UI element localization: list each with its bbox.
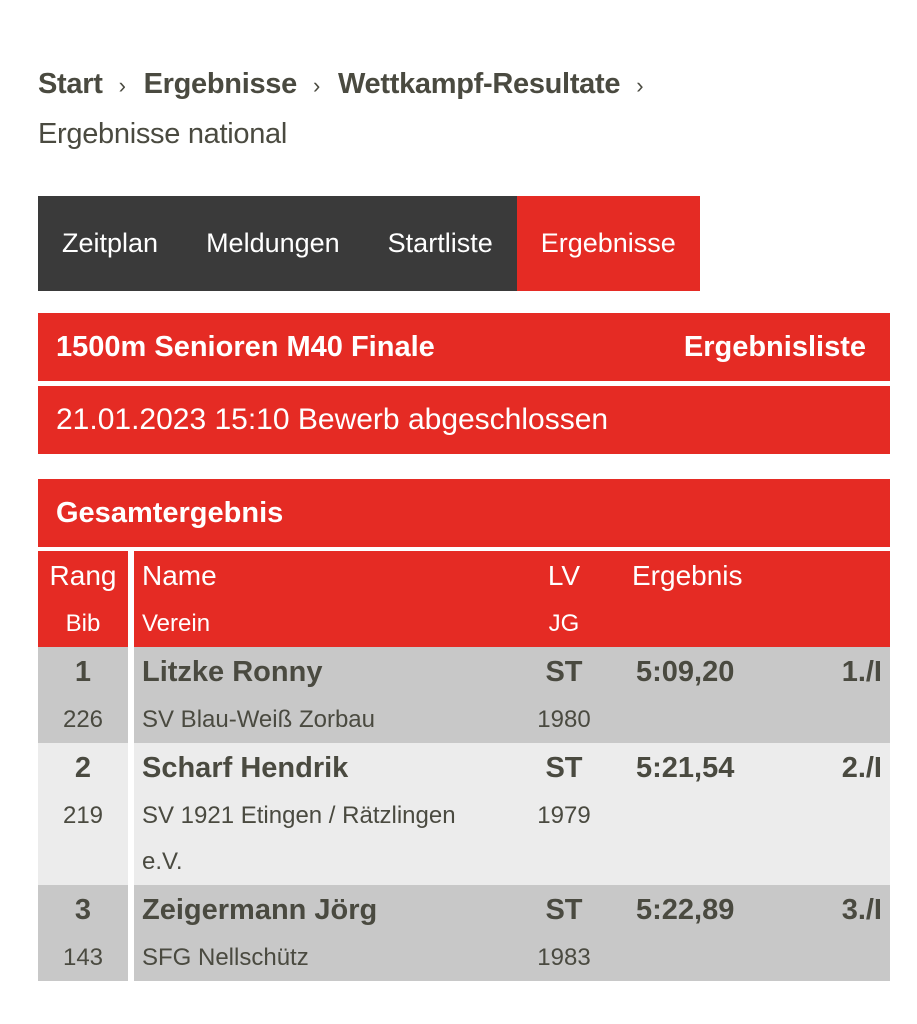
tab-zeitplan[interactable]: Zeitplan <box>38 196 182 291</box>
rank: 2 <box>74 752 92 784</box>
rank-cell <box>38 743 128 885</box>
header-name-cell <box>134 551 514 647</box>
breadcrumb-ergebnisse-link[interactable]: Ergebnisse <box>143 68 297 100</box>
lv: ST <box>545 894 583 926</box>
bib: 219 <box>62 802 104 829</box>
header-lv: LV <box>547 560 581 591</box>
lv: ST <box>545 656 583 688</box>
athlete-name[interactable]: Litzke Ronny <box>142 656 323 688</box>
header-rang-cell <box>38 551 128 647</box>
breadcrumb-current-page: Ergebnisse national <box>38 118 288 150</box>
event-title: 1500m Senioren M40 Finale <box>56 330 435 363</box>
bib: 143 <box>62 944 104 971</box>
name-cell <box>134 885 514 981</box>
result-time: 5:21,54 <box>636 752 735 784</box>
heat-place: 1./I <box>841 656 882 688</box>
table-header-row <box>38 551 890 647</box>
lv-cell <box>514 647 614 743</box>
section-title: Gesamtergebnis <box>38 479 890 547</box>
result-time: 5:09,20 <box>636 656 735 688</box>
header-bib: Bib <box>65 610 101 637</box>
table-row[interactable] <box>38 647 890 743</box>
tab-startliste[interactable]: Startliste <box>364 196 517 291</box>
name-cell <box>134 743 514 885</box>
rank: 1 <box>74 656 92 688</box>
tab-ergebnisse[interactable]: Ergebnisse <box>517 196 700 291</box>
breadcrumb <box>38 60 878 158</box>
header-ergebnis-cell <box>614 551 764 647</box>
table-row[interactable] <box>38 743 890 885</box>
result-time: 5:22,89 <box>636 894 735 926</box>
lv-cell <box>514 885 614 981</box>
place-cell <box>764 647 890 743</box>
header-lv-cell <box>514 551 614 647</box>
breadcrumb-separator-icon: › <box>636 73 644 98</box>
tab-bar <box>38 196 700 291</box>
header-verein: Verein <box>142 610 211 637</box>
header-jg: JG <box>548 610 580 637</box>
lv: ST <box>545 752 583 784</box>
athlete-name[interactable]: Scharf Hendrik <box>142 752 349 784</box>
results-table <box>38 551 890 981</box>
birth-year: 1979 <box>537 802 591 829</box>
tab-meldungen[interactable]: Meldungen <box>182 196 364 291</box>
rank-cell <box>38 647 128 743</box>
event-header <box>38 313 890 381</box>
result-cell <box>614 647 764 743</box>
heat-place: 2./I <box>841 752 882 784</box>
birth-year: 1980 <box>537 706 591 733</box>
bib: 226 <box>62 706 104 733</box>
table-row[interactable] <box>38 885 890 981</box>
birth-year: 1983 <box>537 944 591 971</box>
heat-place: 3./I <box>841 894 882 926</box>
event-list-type: Ergebnisliste <box>683 330 866 363</box>
place-cell <box>764 885 890 981</box>
club: SV Blau-Weiß Zorbau <box>142 706 375 733</box>
club-continued: e.V. <box>142 848 183 875</box>
athlete-name[interactable]: Zeigermann Jörg <box>142 894 378 926</box>
club: SFG Nellschütz <box>142 944 309 971</box>
name-cell <box>134 647 514 743</box>
rank-cell <box>38 885 128 981</box>
club: SV 1921 Etingen / Rätzlingen <box>142 802 456 829</box>
place-cell <box>764 743 890 885</box>
breadcrumb-separator-icon: › <box>312 73 320 98</box>
rank: 3 <box>74 894 92 926</box>
header-platz-cell <box>764 551 890 647</box>
header-ergebnis: Ergebnis <box>632 560 743 591</box>
header-rang: Rang <box>49 560 117 591</box>
breadcrumb-separator-icon: › <box>118 73 126 98</box>
header-name: Name <box>142 560 217 591</box>
result-cell <box>614 743 764 885</box>
breadcrumb-start-link[interactable]: Start <box>38 68 103 100</box>
lv-cell <box>514 743 614 885</box>
event-status: 21.01.2023 15:10 Bewerb abgeschlossen <box>38 386 890 454</box>
result-cell <box>614 885 764 981</box>
breadcrumb-wettkampf-resultate-link[interactable]: Wettkampf-Resultate <box>337 68 621 100</box>
